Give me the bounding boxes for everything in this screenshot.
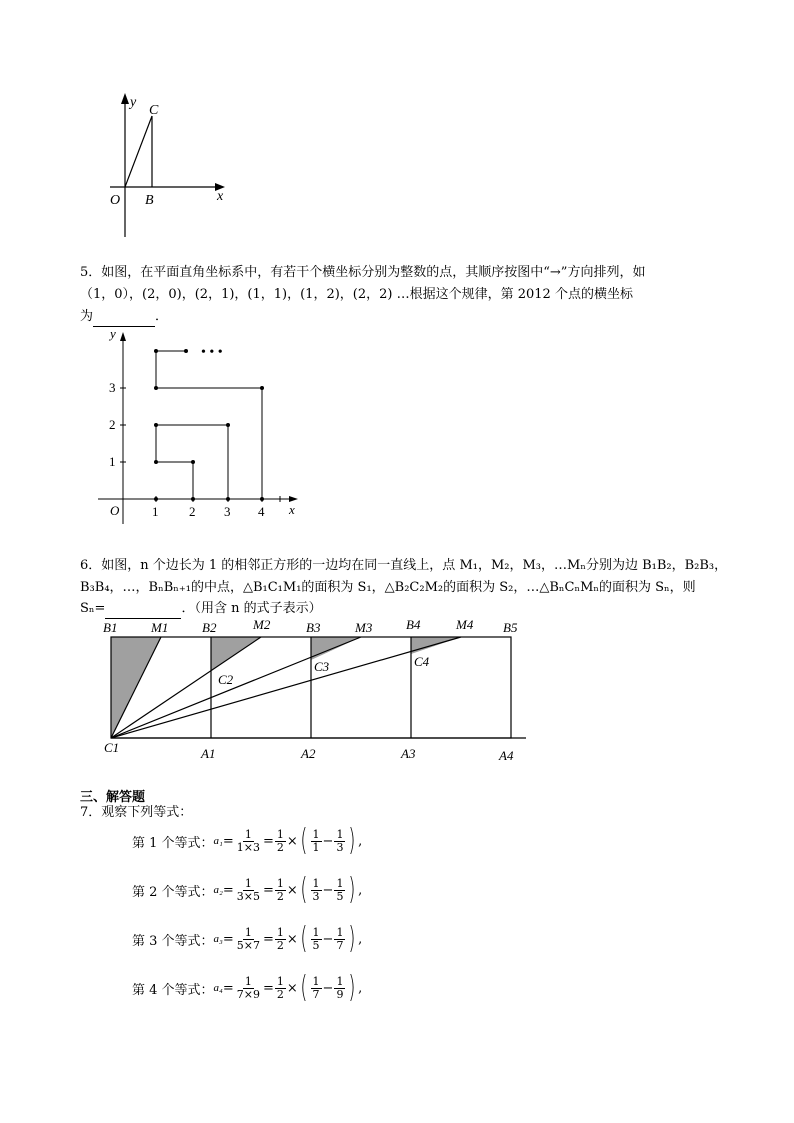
minus-sign: −: [322, 980, 334, 996]
fraction-half: [275, 976, 286, 1001]
right-paren: ): [348, 921, 356, 956]
origin-label: O: [110, 503, 120, 518]
numerator: 1: [312, 827, 320, 841]
right-paren: ): [348, 823, 356, 858]
label-m2: M2: [253, 617, 271, 632]
y-tick-1: 1: [109, 454, 116, 469]
comma: ,: [358, 882, 363, 898]
point-c-label: C: [149, 103, 159, 118]
x-axis-label: x: [217, 189, 224, 204]
denominator: 3: [312, 889, 320, 903]
term-symbol: a₁: [213, 835, 223, 847]
right-paren: ): [348, 970, 356, 1005]
y-axis-label: y: [110, 326, 116, 341]
label-b1: B1: [103, 620, 118, 635]
equals-sign: =: [222, 833, 234, 849]
times-sign: ×: [286, 833, 298, 849]
left-paren: (: [300, 823, 308, 858]
q5-line3-post: ．: [155, 309, 169, 324]
q6-line2: B₃B₄，…，BₙBₙ₊₁的中点，△B₁C₁M₁的面积为 S₁，△B₂C₂M₂的面积为 S₂，…△BₙCₙMₙ的面积为 Sₙ，则: [80, 580, 696, 595]
denominator: 7: [336, 938, 344, 952]
denominator: 2: [276, 889, 284, 903]
continuation-dots: • • •: [201, 345, 223, 360]
denominator: 3×5: [236, 889, 260, 903]
left-paren: (: [300, 970, 308, 1005]
y-tick-2: 2: [109, 417, 116, 432]
equals-sign: =: [222, 931, 234, 947]
numerator: 1: [276, 974, 284, 988]
point-b-label: B: [145, 193, 154, 208]
numerator: 1: [244, 876, 252, 890]
label-b2: B2: [202, 620, 217, 635]
equation-label: 第 4 个等式：: [132, 982, 214, 998]
numerator: 1: [312, 876, 320, 890]
denominator: 5×7: [236, 938, 260, 952]
fraction-second: [334, 829, 345, 854]
term-symbol: a₃: [213, 933, 223, 945]
denominator: 7: [312, 987, 320, 1001]
fraction-term: [235, 927, 262, 952]
equals-sign: =: [263, 882, 274, 898]
label-m1: M1: [151, 620, 169, 635]
equation-label: 第 3 个等式：: [132, 933, 214, 949]
q5-line3-pre: 为: [80, 309, 94, 324]
numerator: 1: [336, 925, 344, 939]
numerator: 1: [276, 876, 284, 890]
y-axis-label: y: [130, 95, 137, 110]
label-a1: A1: [201, 746, 216, 761]
equals-sign: =: [263, 931, 274, 947]
fraction-first: [311, 829, 322, 854]
equation-row: [132, 921, 363, 956]
numerator: 1: [336, 876, 344, 890]
numerator: 1: [244, 827, 252, 841]
q6-line1: 6．如图，n 个边长为 1 的相邻正方形的一边均在同一直线上，点 M₁，M₂，M₃，…Mₙ分别为边 B₁B₂，B₂B₃，: [80, 558, 728, 573]
fraction-half: [275, 829, 286, 854]
q5-line2: （1，0），(2，0)，(2，1)，(1，1)，(1，2)，(2，2) …根据这个规律，第 2012 个点的横坐标: [80, 287, 633, 302]
fraction-term: [235, 878, 262, 903]
right-paren: ): [348, 872, 356, 907]
times-sign: ×: [286, 931, 298, 947]
fraction-half: [275, 878, 286, 903]
label-a4: A4: [499, 748, 514, 763]
q6-line3-pre: Sₙ=: [80, 601, 106, 616]
fraction-second: [334, 927, 345, 952]
denominator: 5: [336, 889, 344, 903]
left-paren: (: [300, 872, 308, 907]
section-title: 三、解答题: [80, 790, 146, 805]
denominator: 7×9: [236, 987, 260, 1001]
comma: ,: [358, 833, 363, 849]
equation-row: [132, 823, 363, 858]
figure-point-path: [88, 326, 318, 526]
label-c4: C4: [414, 654, 430, 669]
q6-line3-post: ．（用含 n 的式子表示）: [181, 601, 322, 616]
equals-sign: =: [263, 980, 274, 996]
numerator: 1: [336, 974, 344, 988]
x-tick-4: 4: [258, 504, 265, 519]
equation-row: [132, 970, 363, 1005]
denominator: 1: [312, 840, 320, 854]
comma: ,: [358, 931, 363, 947]
numerator: 1: [336, 827, 344, 841]
term-symbol: a₂: [213, 884, 223, 896]
numerator: 1: [276, 925, 284, 939]
fraction-half: [275, 927, 286, 952]
figure-squares: [98, 614, 538, 766]
label-a2: A2: [301, 746, 316, 761]
fraction-second: [334, 976, 345, 1001]
fraction-first: [311, 976, 322, 1001]
label-c1: C1: [104, 740, 120, 755]
label-b5: B5: [503, 620, 518, 635]
times-sign: ×: [286, 980, 298, 996]
fraction-second: [334, 878, 345, 903]
fraction-first: [311, 878, 322, 903]
y-tick-3: 3: [109, 380, 116, 395]
denominator: 9: [336, 987, 344, 1001]
term-symbol: a₄: [213, 982, 223, 994]
x-tick-2: 2: [189, 504, 196, 519]
denominator: 5: [312, 938, 320, 952]
figure-triangle-obc: [105, 90, 235, 240]
q5-line3: [80, 308, 168, 327]
label-b4: B4: [406, 617, 421, 632]
minus-sign: −: [322, 882, 334, 898]
label-c2: C2: [218, 672, 234, 687]
denominator: 3: [336, 840, 344, 854]
x-axis-label: x: [289, 502, 295, 517]
numerator: 1: [312, 974, 320, 988]
fraction-term: [235, 829, 262, 854]
numerator: 1: [312, 925, 320, 939]
equals-sign: =: [222, 882, 234, 898]
fraction-term: [235, 976, 262, 1001]
q5-answer-blank[interactable]: [93, 308, 155, 327]
q7-intro: 7．观察下列等式：: [80, 805, 193, 820]
label-b3: B3: [306, 620, 321, 635]
label-m4: M4: [456, 617, 474, 632]
denominator: 1×3: [236, 840, 260, 854]
equals-sign: =: [222, 980, 234, 996]
denominator: 2: [276, 938, 284, 952]
minus-sign: −: [322, 931, 334, 947]
minus-sign: −: [322, 833, 334, 849]
numerator: 1: [244, 925, 252, 939]
label-a3: A3: [401, 746, 416, 761]
origin-label: O: [110, 193, 121, 208]
label-m3: M3: [355, 620, 373, 635]
fraction-first: [311, 927, 322, 952]
left-paren: (: [300, 921, 308, 956]
equals-sign: =: [263, 833, 274, 849]
equation-label: 第 2 个等式：: [132, 884, 214, 900]
comma: ,: [358, 980, 363, 996]
denominator: 2: [276, 987, 284, 1001]
denominator: 2: [276, 840, 284, 854]
equation-row: [132, 872, 363, 907]
x-tick-1: 1: [152, 504, 159, 519]
times-sign: ×: [286, 882, 298, 898]
numerator: 1: [276, 827, 284, 841]
x-tick-3: 3: [224, 504, 231, 519]
label-c3: C3: [314, 659, 330, 674]
equation-label: 第 1 个等式：: [132, 835, 214, 851]
q5-line1: 5．如图，在平面直角坐标系中，有若干个横坐标分别为整数的点，其顺序按图中“→”方向排列，如: [80, 265, 646, 280]
numerator: 1: [244, 974, 252, 988]
